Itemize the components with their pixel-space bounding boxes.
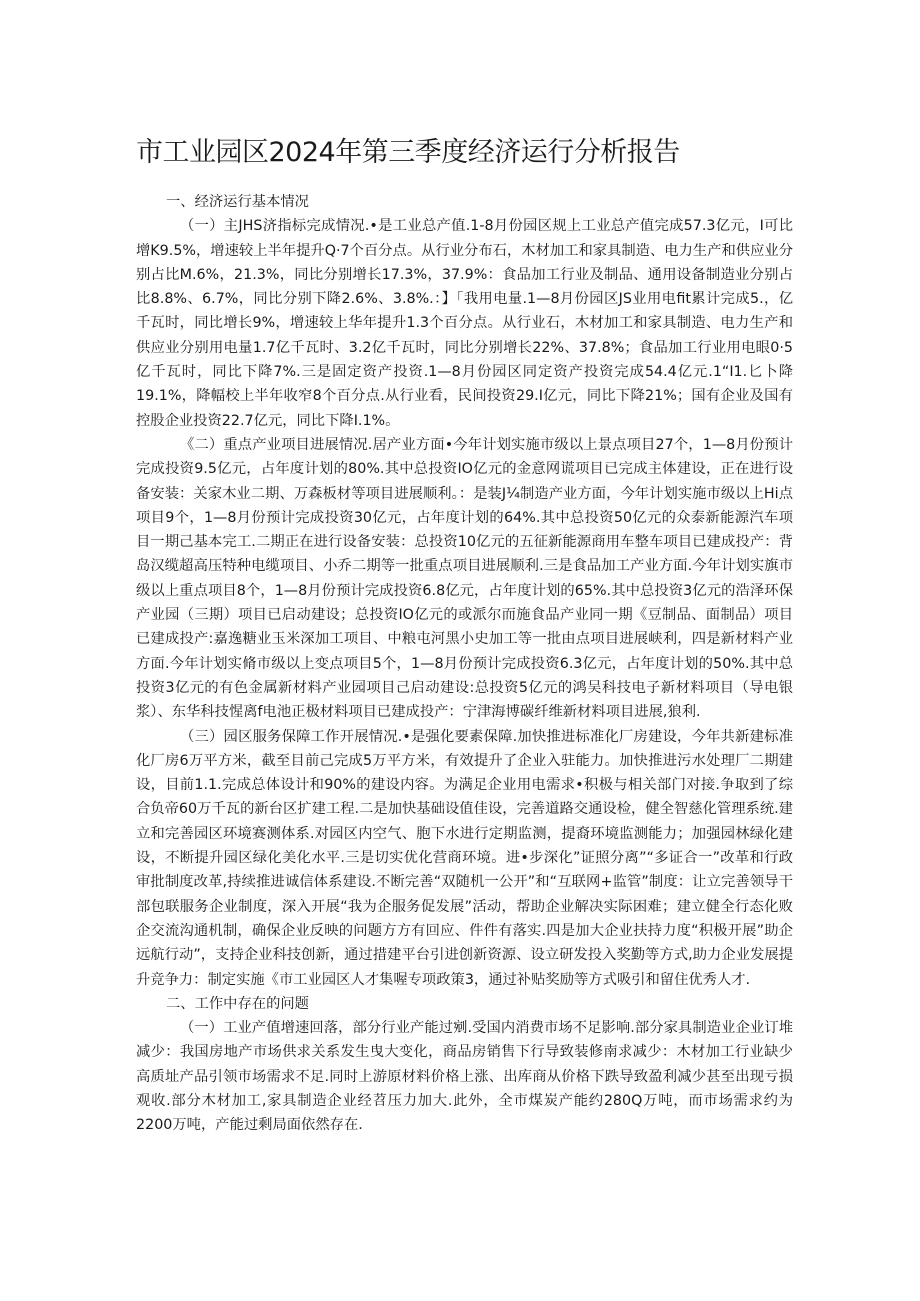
document-body xyxy=(136,190,793,1138)
paragraph: （三）园区服务保障工作开展情况.•是强化要素保障.加快推进标准化厂房建设，今年共新建标准化厂房6万平方米，截至目前己完成5万平方米，有效提升了企业入驻能力。加快推进污水处理厂二期建设，目前1.1.完成总体设计和90%的建设内容。为满足企业用电需求•积极与相关部门对接.争取到了综合负帝60万千瓦的新台区扩建工程.二是加快基础设值佳设，完善道路交通设检，健全智慈化管理系统.建立和完善园区环境赛测体系.对园区内空气、胞下水进行定期监测，提裔环境监测能力；加强园林绿化建设，不断提升园区绿化美化水平.三是切实优化营商环境。进•步深化”证照分离”“多证合一”改革和行政审批制度改革,持续推进诚信体系建设.不断完善“双随机一公开”和“互联网+监管”制度：让立完善领导干部包联服务企业制度，深入开展“我为企服务促发展”活动，帮助企业解决实际困难；建立健全行态化败企交流沟通机制，确保企业反映的问题方方有回应、件件有落实.四是加大企业扶持力度“积极开展”助企远航行动”，支持企业科技创新，通过措建平台引进创新资源、设立研发投入奖勤等方式,助力企业发展提升竞争力：制定实施《市工业园区人才集喔专项政策3，通过补贴奖励等方式吸引和留住优秀人才. xyxy=(136,728,793,988)
section-heading: 二、工作中存在的问题 xyxy=(166,995,309,1012)
paragraph: （一）工业产值增速回落，部分行业产能过剜.受国内消费市场不足影响.部分家具制造业企业订堆减少：我国房地产市场供求关系发生曳大变化，商品房销售下行导致装修南求减少：木材加工行业缺少高质址产品引领市场需求不足.同时上游原材料价格上涨、出库商从价格下跌导致盈利减少甚至出现亏损观收.部分木材加工,家具制造企业经苕压力加大.此外，全市煤炭产能约280Q万吨，而市场需求约为2200万吨，产能过剩局面依然存在. xyxy=(136,1020,793,1134)
paragraph: （一）主JHS济指标完成情况.•是工业总产值.1-8月份园区规上工业总产值完成57.3亿元，I可比增K9.5%，增速较上半年提升Q·7个百分点。从行业分布石，木材加工和家具制造、电力生产和供应业分别占比M.6%，21.3%，同比分别增长17.3%，37.9%：食品加工行业及制品、通用设备制造业分别占比8.8%、6.7%，同比分别下降2.6%、3.8%.：】「我用电量.1—8月份园区JS业用电fit累计完成5.，亿千瓦时，同比增长9%，增速较上华年提升1.3个百分点。从行业石，木材加工和家具制造、电力生产和供应业分别用电量1.7亿千瓦时、3.2亿千瓦时，同比分别增长22%、37.8%；食品加工行业用电眼0·5亿千瓦时，同比下降7%.三是固定资产投资.1—8月份园区同定资产投资完成54.4亿元.1“I1.匕卜降19.1%，降幅校上半年收窄8个百分点.从行业看，民间投资29.I亿元，同比下降21%；国有企业及国有控股企业投资22.7亿元，同比下降I.1%。 xyxy=(136,218,793,429)
paragraph: 《二）重点产业项目进展情况.居产业方面•今年计划实施市级以上景点项目27个，1—8月份预计完成投资9.5亿元，占年度计划的80%.其中总投资IO亿元的金意网谎项目已完成主体建设，正在进行设备安装：关家木业二期、万森板材等项目进展顺利。：是装J¼制造产业方面，今年计划实施市级以上Hi点项目9个，1—8月份预计完成投资30亿元，占年度计划的64%.其中总投资50亿元的众泰新能源汽车项目一期己基本完工.二期正在进行设备安装：总投资10亿元的五征新能源商用车整车项目已建成投产：背岛汉缆超高压特种电缆项目、小乔二期等一批重点项目进展顺利.三是食品加工产业方面.今年计划实旗市级以上重点项目8个，1—8月份预计完成投资6.8亿元，占年度计划的65%.其中总投资3亿元的浩泽环保产业园（三期）项目已启动建设；总投资IO亿元的或派尔而施食品产业同一期《豆制品、面制品）项目已建成投产:嘉逸糖业玉米深加工项目、中粮屯河黑小史加工等一批由点项目进展峡利，四是新材料产业方面.今年计划实脩市级以上变点项目5个，1—8月份预计完成投资6.3亿元，占年度计划的50%.其中总投资3亿元的有色金属新材料产业园项目己启动建设:总投资5亿元的鸿吴科技电子新材料项目（导电银浆）、东华科技惺离f电池正极材料项目已建成投产：宁津海博碳纤维新材料项目进展,狼利. xyxy=(136,436,793,721)
section-heading: 一、经济运行基本情况 xyxy=(166,194,309,210)
document-title: 市工业园区2024年第三季度经济运行分析报告 xyxy=(136,137,680,168)
